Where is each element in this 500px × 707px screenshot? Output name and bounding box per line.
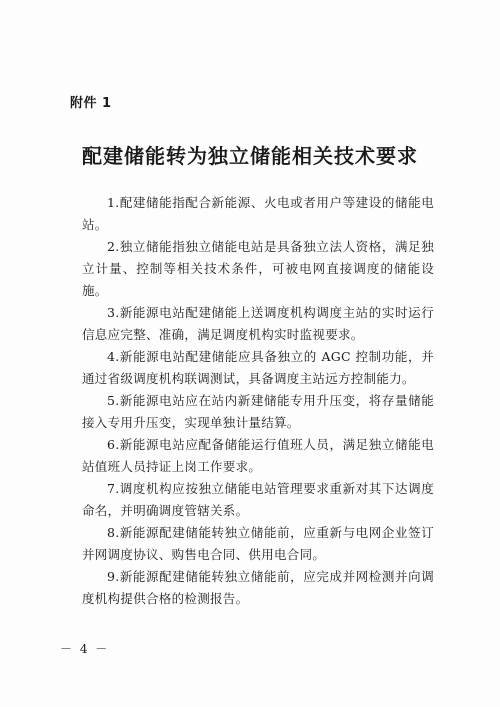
paragraph-5: 5.新能源电站应在站内新建储能专用升压变，将存量储能接入专用升压变，实现单独计量结算。	[82, 393, 434, 430]
paragraph-3: 3.新能源电站配建储能上送调度机构调度主站的实时运行信息应完整、准确，满足调度机构实时监视要求。	[82, 305, 434, 342]
paragraph-2: 2.独立储能指独立储能电站是具备独立法人资格，满足独立计量、控制等相关技术条件，可被电网直接调度的储能设施。	[82, 239, 434, 298]
paragraph-4: 4.新能源电站配建储能应具备独立的 AGC 控制功能，并通过省级调度机构联调测试，具备调度主站远方控制能力。	[82, 349, 434, 386]
document-title: 配建储能转为独立储能相关技术要求	[82, 144, 418, 168]
paragraph-8: 8.新能源配建储能转独立储能前，应重新与电网企业签订并网调度协议、购售电合同、供用电合同。	[82, 525, 434, 562]
attachment-label: 附件 1	[70, 96, 112, 111]
page-number: － 4 －	[60, 642, 110, 656]
paragraph-1: 1.配建储能指配合新能源、火电或者用户等建设的储能电站。	[82, 195, 434, 232]
paragraph-9: 9.新能源配建储能转独立储能前，应完成并网检测并向调度机构提供合格的检测报告。	[82, 569, 434, 606]
paragraph-7: 7.调度机构应按独立储能电站管理要求重新对其下达调度命名，并明确调度管辖关系。	[82, 481, 434, 518]
document-body	[82, 192, 434, 610]
paragraph-6: 6.新能源电站应配备储能运行值班人员，满足独立储能电站值班人员持证上岗工作要求。	[82, 437, 434, 474]
